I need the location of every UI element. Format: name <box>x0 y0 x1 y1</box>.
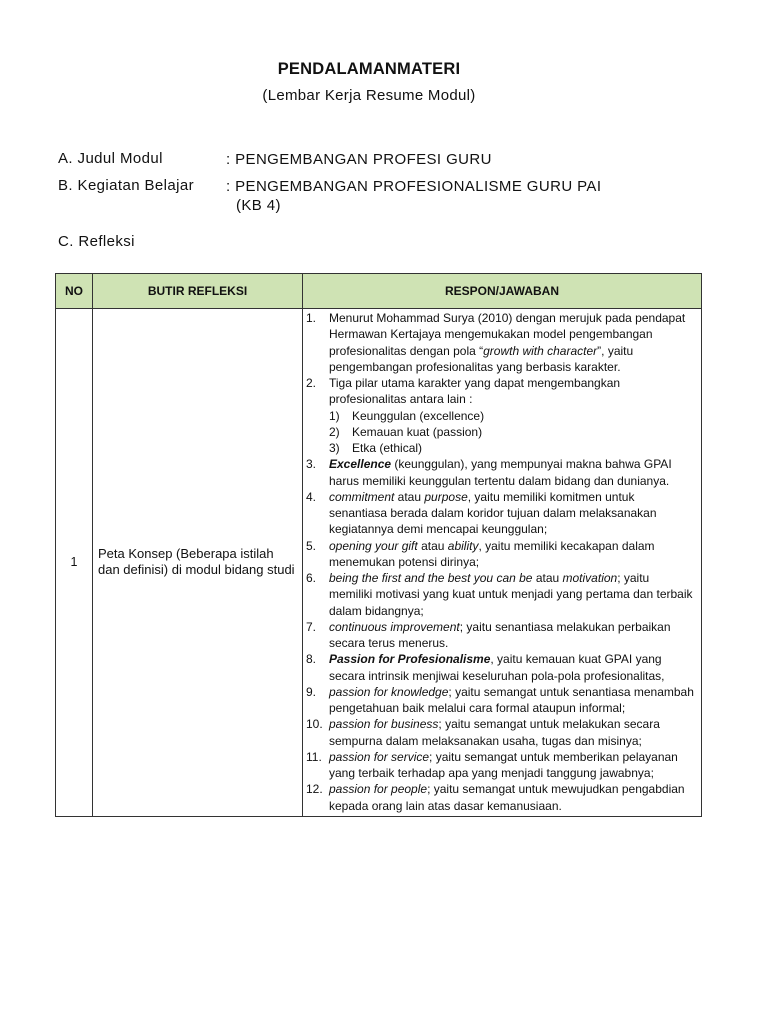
response-sub-item <box>306 408 695 424</box>
list-item-number: 12. <box>306 782 323 797</box>
list-item-text: , yaitu memiliki komitmen untuk senantiasa berada dalam koridor tujuan dalam melaksanakan kegiatannya demi mencapai keunggulan; <box>329 489 657 537</box>
list-item-text: passion for people <box>329 782 428 797</box>
list-item-text: ; yaitu semangat untuk senantiasa menambah pengetahuan baik melalui cara formal ataupun informal; <box>329 684 694 715</box>
list-item-text: , yaitu memiliki kecakapan dalam menemukan potensi dirinya; <box>329 538 655 569</box>
column-header-butir-refleksi: BUTIR REFLEKSI <box>93 274 303 309</box>
response-list-item <box>306 538 695 571</box>
table-header-row <box>56 274 702 309</box>
list-item-number: 3. <box>306 457 317 472</box>
list-item-text: atau <box>532 571 563 585</box>
list-item-text: ; yaitu semangat untuk memberikan pelayanan yang terbaik terhadap apa yang menjadi tanggung jawabnya; <box>329 749 678 780</box>
list-item-number: 9. <box>306 684 317 699</box>
kegiatan-belajar-label: B. Kegiatan Belajar <box>58 177 195 194</box>
list-item-text: Passion for Profesionalisme <box>329 652 491 667</box>
judul-modul-label: A. Judul Modul <box>58 150 163 167</box>
kegiatan-belajar-row <box>58 177 602 214</box>
list-item-text: motivation <box>562 571 618 585</box>
butir-refleksi-cell: Peta Konsep (Beberapa istilah dan definisi) di modul bidang studi <box>93 309 303 817</box>
list-item-text: ; yaitu senantiasa melakukan perbaikan secara terus menerus. <box>329 619 671 650</box>
sub-item-text: Kemauan kuat (passion) <box>352 424 483 439</box>
list-item-text: passion for business <box>329 717 439 732</box>
list-item-text: passion for knowledge <box>329 684 449 699</box>
sub-item-number: 3) <box>329 441 340 455</box>
list-item-number: 4. <box>306 489 317 504</box>
kegiatan-belajar-value <box>226 177 696 215</box>
sub-item-number: 1) <box>329 408 340 423</box>
response-list-item <box>306 310 695 375</box>
list-item-text: ; yaitu semangat untuk mewujudkan pengabdian kepada orang lain atas dasar kemanusiaan. <box>329 782 685 813</box>
response-list-item <box>306 489 695 538</box>
list-item-text: being the first and the best you can be <box>329 571 533 585</box>
response-list-item <box>306 375 695 408</box>
response-list-item <box>306 456 695 489</box>
column-header-no: NO <box>56 274 93 309</box>
list-item-text: , yaitu kemauan kuat GPAI yang secara intrinsik menjiwai keseluruhan pola-pola profesionalitas, <box>329 652 665 683</box>
list-item-text: commitment <box>329 489 395 504</box>
row-number: 1 <box>56 309 93 817</box>
judul-modul-value: : PENGEMBANGAN PROFESI GURU <box>226 151 492 168</box>
list-item-text: atau <box>394 489 425 504</box>
list-item-number: 1. <box>306 311 317 325</box>
page-title: PENDALAMANMATERI <box>277 60 461 78</box>
list-item-number: 6. <box>306 571 317 585</box>
list-item-text: growth with character <box>483 343 598 358</box>
list-item-text: ; yaitu semangat untuk melakukan secara sempurna dalam melaksanakan usaha, tugas dan misinya; <box>329 717 660 748</box>
kegiatan-belajar-value-line2: (KB 4) <box>236 197 281 214</box>
list-item-text: ; yaitu memiliki motivasi yang kuat untuk menjadi yang pertama dan terbaik dalam bidangnya; <box>329 571 693 618</box>
response-list-item <box>306 684 695 717</box>
response-list-item <box>306 781 695 814</box>
list-item-text: (keunggulan), yang mempunyai makna bahwa GPAI harus memiliki keunggulan tertentu dalam bidang dan dunianya. <box>329 457 672 488</box>
list-item-number: 11. <box>306 749 322 764</box>
list-item-text: ”, yaitu pengembangan profesionalitas yang berbasis karakter. <box>329 343 634 374</box>
list-item-number: 10. <box>306 717 323 732</box>
list-item-number: 8. <box>306 652 317 667</box>
response-sub-item <box>306 424 695 440</box>
list-item-text: opening your gift <box>329 538 418 553</box>
sub-item-text: Keunggulan (excellence) <box>352 408 485 423</box>
response-list-item <box>306 749 695 782</box>
sub-item-text: Etka (ethical) <box>352 441 423 455</box>
list-item-text: ability <box>447 538 479 553</box>
list-item-text: atau <box>417 538 448 553</box>
judul-modul-row <box>58 150 492 168</box>
list-item-number: 2. <box>306 376 317 390</box>
response-sub-item <box>306 440 695 456</box>
list-item-text: purpose <box>424 489 468 504</box>
list-item-text: Excellence <box>329 457 392 472</box>
list-item-text: Tiga pilar utama karakter yang dapat mengembangkan profesionalitas antara lain : <box>329 376 621 407</box>
list-item-text: continuous improvement <box>329 619 460 634</box>
list-item-number: 7. <box>306 619 317 634</box>
response-list-item <box>306 651 695 684</box>
refleksi-table <box>55 273 702 817</box>
response-list-item <box>306 716 695 749</box>
page-subtitle: (Lembar Kerja Resume Modul) <box>262 87 476 104</box>
respon-jawaban-cell <box>303 309 702 817</box>
column-header-respon-jawaban: RESPON/JAWABAN <box>303 274 702 309</box>
table-row <box>56 309 702 817</box>
sub-item-number: 2) <box>329 424 340 439</box>
list-item-text: Menurut Mohammad Surya (2010) dengan merujuk pada pendapat Hermawan Kertajaya mengemukakan model pengembangan profesionalitas dengan pola “ <box>329 311 686 358</box>
response-list-item <box>306 619 695 652</box>
list-item-number: 5. <box>306 538 317 553</box>
refleksi-heading: C. Refleksi <box>58 233 135 250</box>
kegiatan-belajar-value-line1: : PENGEMBANGAN PROFESIONALISME GURU PAI <box>226 178 602 195</box>
response-list-item <box>306 570 695 619</box>
list-item-text: passion for service <box>329 749 430 764</box>
